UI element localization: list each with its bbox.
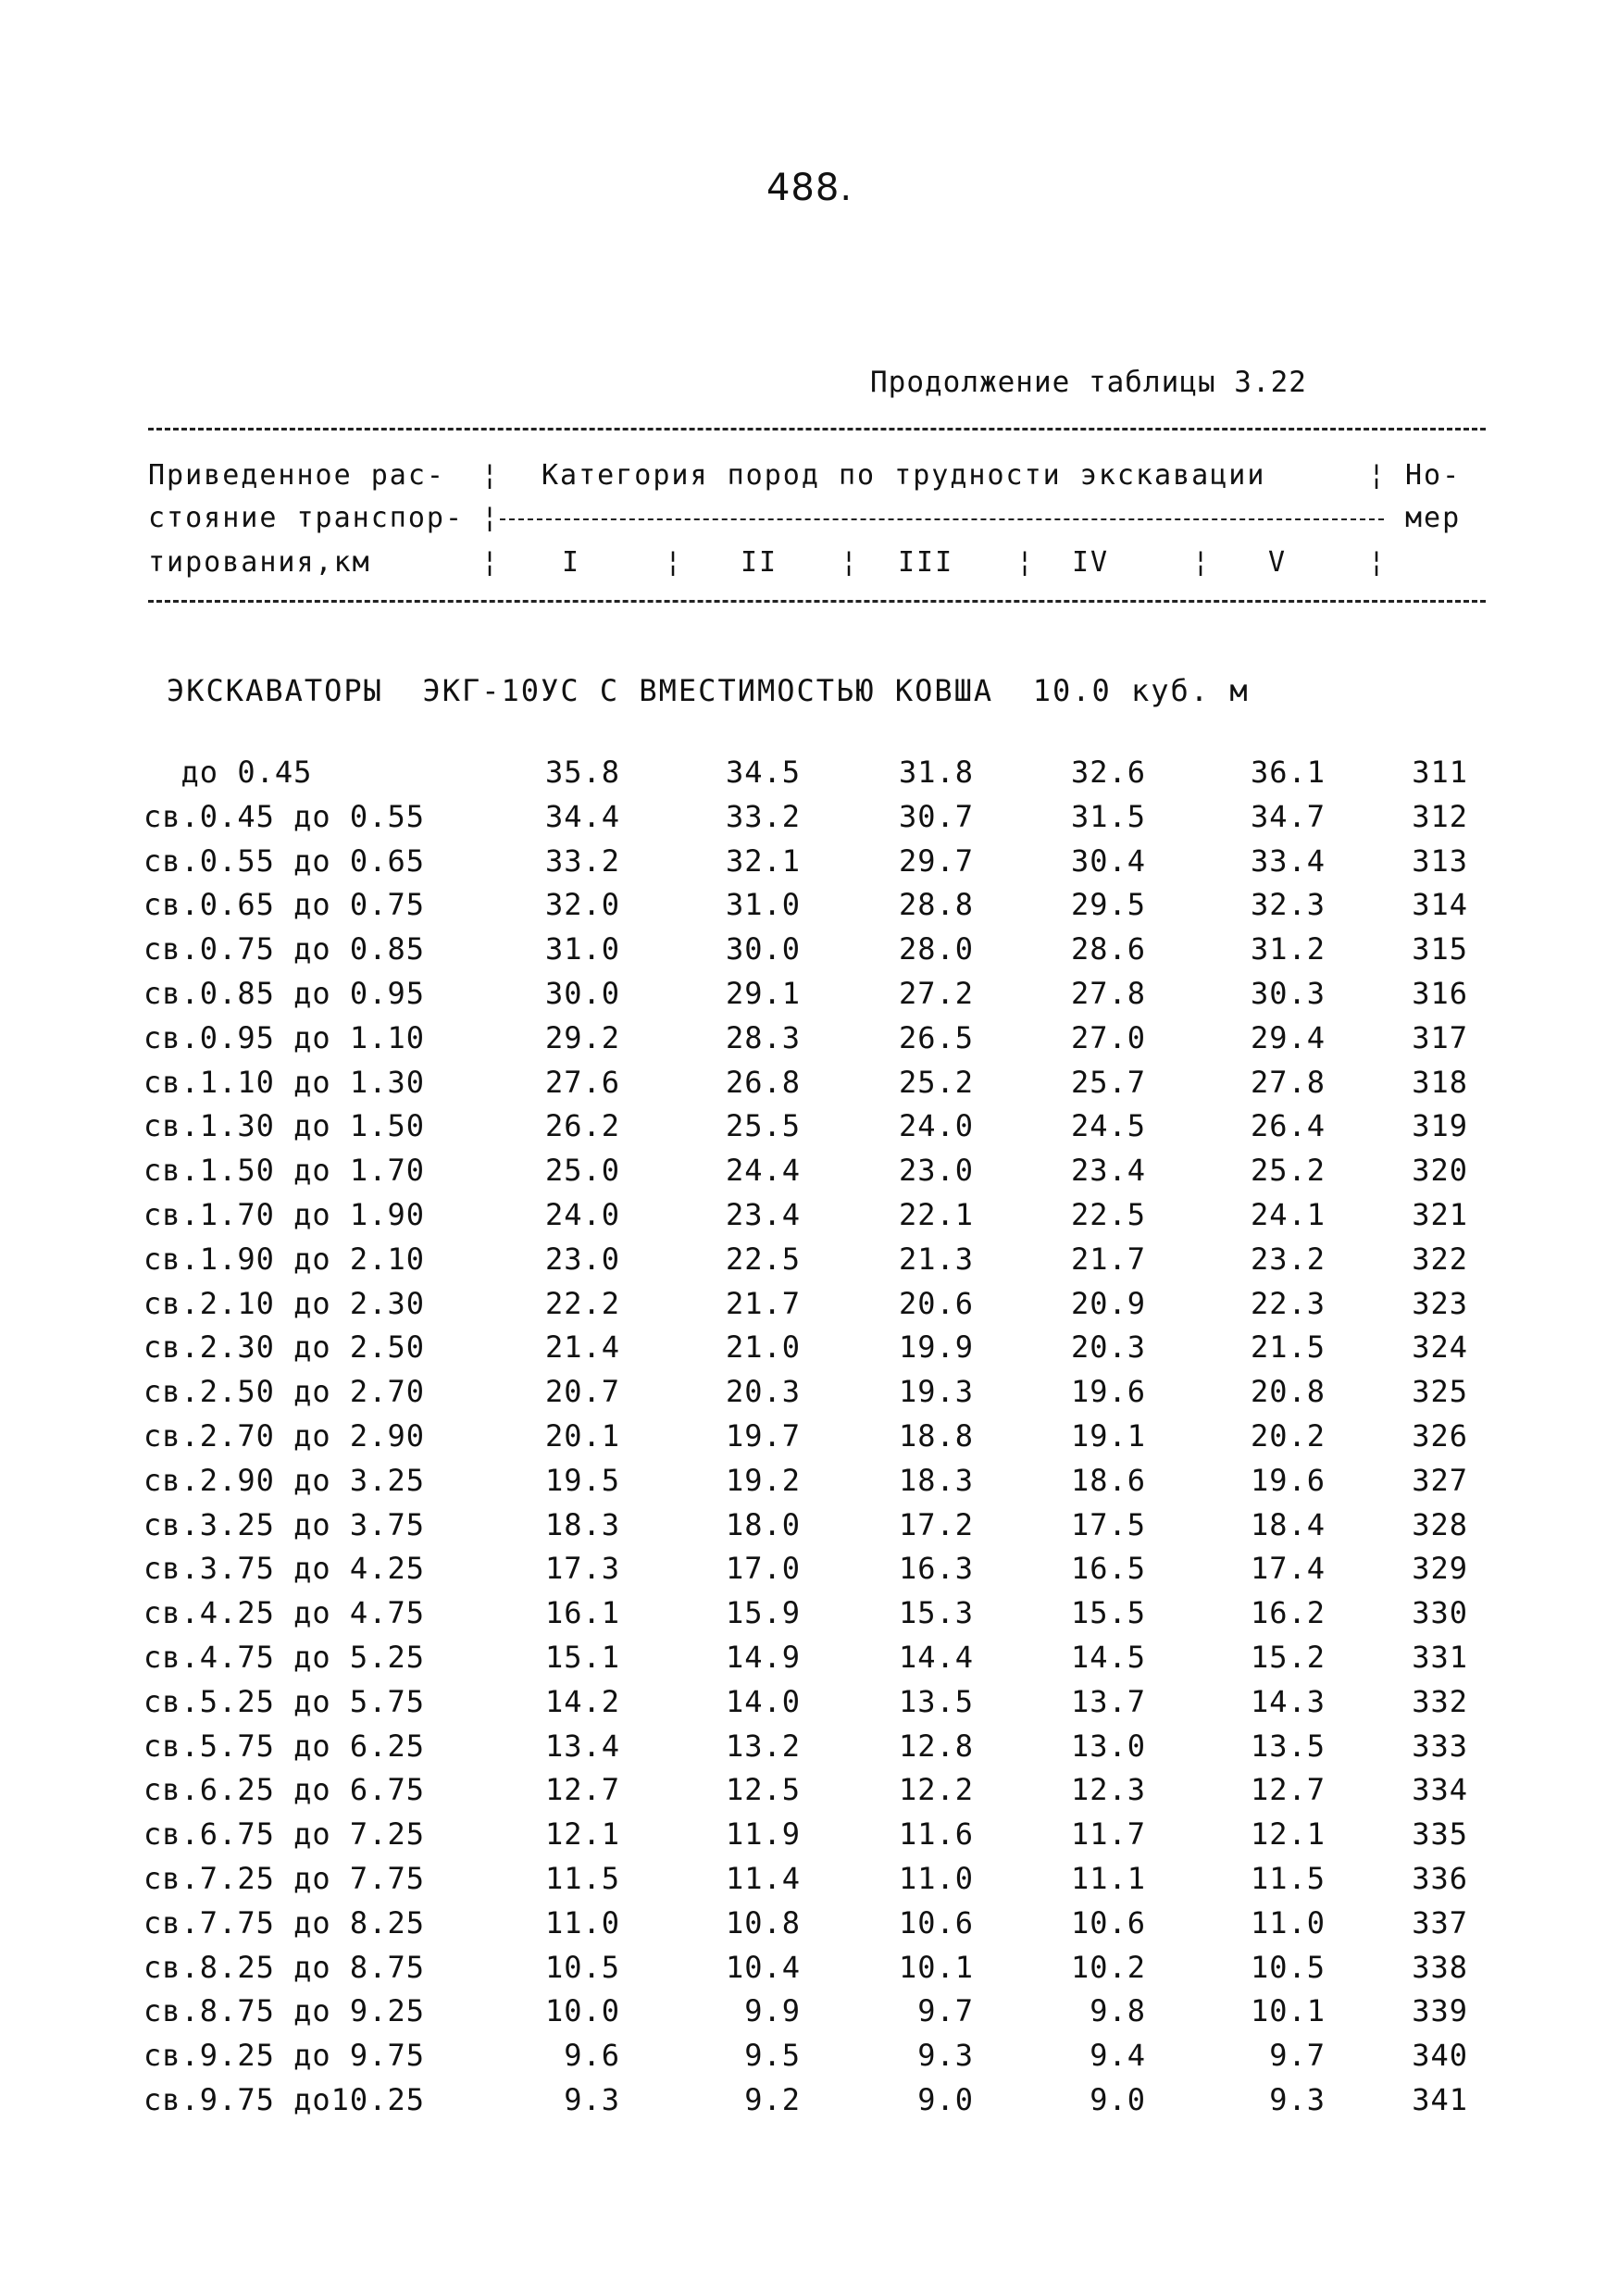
- row-number-cell: 313: [1412, 842, 1468, 879]
- category-2-cell: 31.0: [725, 887, 801, 923]
- row-number-cell: 336: [1412, 1860, 1468, 1896]
- distance-cell: св.0.85 до 0.95: [143, 975, 425, 1011]
- category-5-cell: 18.4: [1250, 1506, 1326, 1542]
- category-3-cell: 18.8: [898, 1417, 974, 1454]
- distance-cell: св.7.25 до 7.75: [143, 1860, 425, 1896]
- row-number-cell: 330: [1412, 1595, 1468, 1631]
- header-number-line-1: Но-: [1405, 459, 1462, 492]
- table-row: [0, 1595, 1619, 1640]
- category-3-cell: 9.0: [917, 2081, 974, 2117]
- distance-cell: св.3.75 до 4.25: [143, 1551, 425, 1587]
- category-5-cell: 33.4: [1250, 842, 1326, 879]
- category-2-cell: 21.0: [725, 1329, 801, 1366]
- category-5-cell: 36.1: [1250, 755, 1326, 790]
- category-4-cell: 11.7: [1070, 1816, 1146, 1853]
- row-number-cell: 321: [1412, 1196, 1468, 1232]
- distance-cell: св.1.70 до 1.90: [143, 1196, 425, 1232]
- table-row: [0, 1728, 1619, 1773]
- category-3-cell: 31.8: [898, 755, 974, 790]
- row-number-cell: 316: [1412, 975, 1468, 1011]
- category-5-cell: 30.3: [1250, 975, 1326, 1011]
- category-4-cell: 20.9: [1070, 1285, 1146, 1321]
- category-5-cell: 11.0: [1250, 1904, 1326, 1940]
- category-1-cell: 23.0: [544, 1241, 620, 1277]
- category-1-cell: 30.0: [544, 975, 620, 1011]
- category-1-cell: 12.1: [544, 1816, 620, 1853]
- table-row: [0, 1816, 1619, 1861]
- row-number-cell: 324: [1412, 1329, 1468, 1366]
- row-number-cell: 341: [1412, 2081, 1468, 2117]
- header-inner-rule: [500, 518, 1384, 520]
- category-1-cell: 10.5: [544, 1949, 620, 1985]
- category-5-cell: 34.7: [1250, 798, 1326, 834]
- section-title: ЭКСКАВАТОРЫ ЭКГ-10УС С ВМЕСТИМОСТЬЮ КОВША 10.0 куб. м: [167, 673, 1250, 708]
- category-4-cell: 27.0: [1070, 1019, 1146, 1055]
- table-row: [0, 1065, 1619, 1109]
- category-2-cell: 14.0: [725, 1683, 801, 1719]
- category-5-cell: 27.8: [1250, 1064, 1326, 1100]
- category-4-cell: 13.7: [1070, 1683, 1146, 1719]
- category-2-cell: 25.5: [725, 1108, 801, 1144]
- row-number-cell: 328: [1412, 1506, 1468, 1542]
- table-top-rule: [148, 428, 1486, 430]
- category-5-cell: 13.5: [1250, 1728, 1326, 1764]
- category-5-cell: 22.3: [1250, 1285, 1326, 1321]
- category-4-cell: 9.8: [1090, 1993, 1146, 2029]
- category-4-cell: 22.5: [1070, 1196, 1146, 1232]
- category-2-cell: 32.1: [725, 842, 801, 879]
- distance-cell: св.4.75 до 5.25: [143, 1639, 425, 1675]
- category-2-cell: 11.4: [725, 1860, 801, 1896]
- table-header-bottom-rule: [148, 600, 1486, 603]
- category-1-cell: 15.1: [544, 1639, 620, 1675]
- category-5-cell: 32.3: [1250, 887, 1326, 923]
- distance-cell: св.9.25 до 9.75: [143, 2038, 425, 2074]
- row-number-cell: 326: [1412, 1417, 1468, 1454]
- category-4-cell: 30.4: [1070, 842, 1146, 879]
- distance-cell: св.2.90 до 3.25: [143, 1462, 425, 1498]
- table-row: [0, 843, 1619, 888]
- category-2-cell: 15.9: [725, 1595, 801, 1631]
- header-category-5: V: [1268, 546, 1288, 579]
- category-1-cell: 20.1: [544, 1417, 620, 1454]
- page-number: 488.: [766, 167, 853, 209]
- category-5-cell: 10.1: [1250, 1993, 1326, 2029]
- category-4-cell: 29.5: [1070, 887, 1146, 923]
- row-number-cell: 338: [1412, 1949, 1468, 1985]
- distance-cell: св.6.25 до 6.75: [143, 1772, 425, 1808]
- table-row: [0, 887, 1619, 931]
- category-5-cell: 29.4: [1250, 1019, 1326, 1055]
- table-row: [0, 2082, 1619, 2127]
- header-category-1: I: [562, 546, 581, 579]
- table-row: [0, 1153, 1619, 1197]
- header-category-3: III: [898, 546, 954, 579]
- table-row: [0, 1684, 1619, 1728]
- category-4-cell: 28.6: [1070, 931, 1146, 967]
- category-5-cell: 20.2: [1250, 1417, 1326, 1454]
- category-4-cell: 14.5: [1070, 1639, 1146, 1675]
- table-row: [0, 1242, 1619, 1286]
- row-number-cell: 331: [1412, 1639, 1468, 1675]
- header-distance-line-1: Приведенное рас-: [148, 459, 445, 492]
- category-3-cell: 23.0: [898, 1153, 974, 1189]
- row-number-cell: 322: [1412, 1241, 1468, 1277]
- category-3-cell: 19.3: [898, 1374, 974, 1410]
- distance-cell: св.9.75 до10.25: [143, 2081, 425, 2117]
- distance-cell: св.5.75 до 6.25: [143, 1728, 425, 1764]
- category-1-cell: 26.2: [544, 1108, 620, 1144]
- distance-cell: св.2.50 до 2.70: [143, 1374, 425, 1410]
- category-2-cell: 9.9: [744, 1993, 801, 2029]
- table-row: [0, 931, 1619, 976]
- distance-cell: св.0.75 до 0.85: [143, 931, 425, 967]
- table-continuation-label: Продолжение таблицы 3.22: [870, 366, 1307, 399]
- table-row: [0, 1551, 1619, 1595]
- distance-cell: св.7.75 до 8.25: [143, 1904, 425, 1940]
- category-5-cell: 12.1: [1250, 1816, 1326, 1853]
- category-2-cell: 29.1: [725, 975, 801, 1011]
- table-row: [0, 1905, 1619, 1950]
- category-4-cell: 11.1: [1070, 1860, 1146, 1896]
- category-2-cell: 10.4: [725, 1949, 801, 1985]
- category-2-cell: 18.0: [725, 1506, 801, 1542]
- category-1-cell: 21.4: [544, 1329, 620, 1366]
- category-2-cell: 28.3: [725, 1019, 801, 1055]
- category-5-cell: 12.7: [1250, 1772, 1326, 1808]
- distance-cell: св.5.25 до 5.75: [143, 1683, 425, 1719]
- category-4-cell: 32.6: [1070, 755, 1146, 790]
- category-1-cell: 25.0: [544, 1153, 620, 1189]
- table-row: [0, 1463, 1619, 1507]
- category-1-cell: 9.6: [564, 2038, 620, 2074]
- category-2-cell: 22.5: [725, 1241, 801, 1277]
- category-5-cell: 14.3: [1250, 1683, 1326, 1719]
- category-5-cell: 31.2: [1250, 931, 1326, 967]
- distance-cell: св.8.75 до 9.25: [143, 1993, 425, 2029]
- category-3-cell: 9.7: [917, 1993, 974, 2029]
- category-2-cell: 26.8: [725, 1064, 801, 1100]
- category-1-cell: 10.0: [544, 1993, 620, 2029]
- row-number-cell: 332: [1412, 1683, 1468, 1719]
- category-5-cell: 23.2: [1250, 1241, 1326, 1277]
- category-4-cell: 31.5: [1070, 798, 1146, 834]
- category-1-cell: 34.4: [544, 798, 620, 834]
- category-1-cell: 27.6: [544, 1064, 620, 1100]
- category-2-cell: 24.4: [725, 1153, 801, 1189]
- category-4-cell: 10.6: [1070, 1904, 1146, 1940]
- category-4-cell: 17.5: [1070, 1506, 1146, 1542]
- category-4-cell: 18.6: [1070, 1462, 1146, 1498]
- header-category-group: Категория пород по трудности экскавации: [542, 459, 1266, 492]
- category-4-cell: 16.5: [1070, 1551, 1146, 1587]
- distance-cell: св.6.75 до 7.25: [143, 1816, 425, 1853]
- category-4-cell: 13.0: [1070, 1728, 1146, 1764]
- category-4-cell: 19.6: [1070, 1374, 1146, 1410]
- category-5-cell: 21.5: [1250, 1329, 1326, 1366]
- row-number-cell: 329: [1412, 1551, 1468, 1587]
- category-3-cell: 24.0: [898, 1108, 974, 1144]
- row-number-cell: 320: [1412, 1153, 1468, 1189]
- category-2-cell: 30.0: [725, 931, 801, 967]
- category-1-cell: 11.0: [544, 1904, 620, 1940]
- table-row: [0, 799, 1619, 843]
- category-5-cell: 17.4: [1250, 1551, 1326, 1587]
- category-3-cell: 11.0: [898, 1860, 974, 1896]
- category-1-cell: 22.2: [544, 1285, 620, 1321]
- table-row: [0, 1640, 1619, 1684]
- category-4-cell: 9.0: [1090, 2081, 1146, 2117]
- category-3-cell: 14.4: [898, 1639, 974, 1675]
- row-number-cell: 340: [1412, 2038, 1468, 2074]
- category-4-cell: 15.5: [1070, 1595, 1146, 1631]
- table-row: [0, 1861, 1619, 1905]
- category-4-cell: 23.4: [1070, 1153, 1146, 1189]
- category-2-cell: 19.7: [725, 1417, 801, 1454]
- category-1-cell: 18.3: [544, 1506, 620, 1542]
- table-row: [0, 1020, 1619, 1065]
- category-1-cell: 11.5: [544, 1860, 620, 1896]
- category-5-cell: 9.3: [1269, 2081, 1326, 2117]
- category-3-cell: 28.8: [898, 887, 974, 923]
- category-2-cell: 13.2: [725, 1728, 801, 1764]
- category-2-cell: 19.2: [725, 1462, 801, 1498]
- table-row: [0, 755, 1619, 799]
- category-3-cell: 18.3: [898, 1462, 974, 1498]
- table-row: [0, 1286, 1619, 1330]
- distance-cell: св.1.50 до 1.70: [143, 1153, 425, 1189]
- category-3-cell: 10.1: [898, 1949, 974, 1985]
- category-3-cell: 20.6: [898, 1285, 974, 1321]
- header-number-line-2: мер: [1405, 502, 1462, 534]
- row-number-cell: 314: [1412, 887, 1468, 923]
- category-1-cell: 33.2: [544, 842, 620, 879]
- distance-cell: св.1.90 до 2.10: [143, 1241, 425, 1277]
- category-3-cell: 12.8: [898, 1728, 974, 1764]
- category-3-cell: 25.2: [898, 1064, 974, 1100]
- category-4-cell: 25.7: [1070, 1064, 1146, 1100]
- distance-cell: св.0.95 до 1.10: [143, 1019, 425, 1055]
- table-row: [0, 1950, 1619, 1994]
- category-3-cell: 12.2: [898, 1772, 974, 1808]
- category-1-cell: 9.3: [564, 2081, 620, 2117]
- table-row: [0, 976, 1619, 1020]
- row-number-cell: 335: [1412, 1816, 1468, 1853]
- category-5-cell: 11.5: [1250, 1860, 1326, 1896]
- row-number-cell: 323: [1412, 1285, 1468, 1321]
- category-1-cell: 24.0: [544, 1196, 620, 1232]
- table-row: [0, 1993, 1619, 2038]
- category-1-cell: 31.0: [544, 931, 620, 967]
- category-4-cell: 20.3: [1070, 1329, 1146, 1366]
- category-3-cell: 13.5: [898, 1683, 974, 1719]
- category-5-cell: 9.7: [1269, 2038, 1326, 2074]
- table-body: [0, 755, 1619, 2127]
- row-number-cell: 319: [1412, 1108, 1468, 1144]
- row-number-cell: 337: [1412, 1904, 1468, 1940]
- category-5-cell: 24.1: [1250, 1196, 1326, 1232]
- category-3-cell: 17.2: [898, 1506, 974, 1542]
- distance-cell: св.2.70 до 2.90: [143, 1417, 425, 1454]
- category-2-cell: 9.2: [744, 2081, 801, 2117]
- category-4-cell: 21.7: [1070, 1241, 1146, 1277]
- category-2-cell: 12.5: [725, 1772, 801, 1808]
- row-number-cell: 312: [1412, 798, 1468, 834]
- table-row: [0, 1418, 1619, 1463]
- category-5-cell: 20.8: [1250, 1374, 1326, 1410]
- table-row: [0, 1329, 1619, 1374]
- row-number-cell: 339: [1412, 1993, 1468, 2029]
- category-5-cell: 16.2: [1250, 1595, 1326, 1631]
- category-4-cell: 10.2: [1070, 1949, 1146, 1985]
- category-4-cell: 12.3: [1070, 1772, 1146, 1808]
- category-4-cell: 27.8: [1070, 975, 1146, 1011]
- category-1-cell: 12.7: [544, 1772, 620, 1808]
- category-3-cell: 30.7: [898, 798, 974, 834]
- category-4-cell: 19.1: [1070, 1417, 1146, 1454]
- distance-cell: св.0.55 до 0.65: [143, 842, 425, 879]
- category-3-cell: 11.6: [898, 1816, 974, 1853]
- row-number-cell: 334: [1412, 1772, 1468, 1808]
- distance-cell: до 0.45: [143, 755, 313, 790]
- row-number-cell: 325: [1412, 1374, 1468, 1410]
- category-2-cell: 17.0: [725, 1551, 801, 1587]
- category-5-cell: 25.2: [1250, 1153, 1326, 1189]
- distance-cell: св.2.30 до 2.50: [143, 1329, 425, 1366]
- category-3-cell: 28.0: [898, 931, 974, 967]
- category-1-cell: 17.3: [544, 1551, 620, 1587]
- row-number-cell: 311: [1412, 755, 1468, 790]
- table-row: [0, 1374, 1619, 1418]
- distance-cell: св.8.25 до 8.75: [143, 1949, 425, 1985]
- category-2-cell: 33.2: [725, 798, 801, 834]
- table-row: [0, 1197, 1619, 1242]
- category-5-cell: 26.4: [1250, 1108, 1326, 1144]
- category-4-cell: 24.5: [1070, 1108, 1146, 1144]
- category-1-cell: 32.0: [544, 887, 620, 923]
- category-3-cell: 19.9: [898, 1329, 974, 1366]
- category-2-cell: 21.7: [725, 1285, 801, 1321]
- category-2-cell: 11.9: [725, 1816, 801, 1853]
- category-3-cell: 10.6: [898, 1904, 974, 1940]
- row-number-cell: 317: [1412, 1019, 1468, 1055]
- category-2-cell: 14.9: [725, 1639, 801, 1675]
- header-category-4: IV: [1072, 546, 1110, 579]
- category-5-cell: 10.5: [1250, 1949, 1326, 1985]
- category-1-cell: 20.7: [544, 1374, 620, 1410]
- category-3-cell: 27.2: [898, 975, 974, 1011]
- distance-cell: св.0.65 до 0.75: [143, 887, 425, 923]
- category-2-cell: 23.4: [725, 1196, 801, 1232]
- distance-cell: св.3.25 до 3.75: [143, 1506, 425, 1542]
- table-row: [0, 1108, 1619, 1153]
- category-3-cell: 22.1: [898, 1196, 974, 1232]
- distance-cell: св.4.25 до 4.75: [143, 1595, 425, 1631]
- table-row: [0, 1507, 1619, 1552]
- category-1-cell: 16.1: [544, 1595, 620, 1631]
- category-2-cell: 9.5: [744, 2038, 801, 2074]
- category-2-cell: 34.5: [725, 755, 801, 790]
- row-number-cell: 333: [1412, 1728, 1468, 1764]
- category-4-cell: 9.4: [1090, 2038, 1146, 2074]
- category-3-cell: 21.3: [898, 1241, 974, 1277]
- header-distance-line-2: стояние транспор-: [148, 502, 465, 534]
- row-number-cell: 315: [1412, 931, 1468, 967]
- header-category-2: II: [741, 546, 778, 579]
- distance-cell: св.0.45 до 0.55: [143, 798, 425, 834]
- category-3-cell: 29.7: [898, 842, 974, 879]
- category-5-cell: 15.2: [1250, 1639, 1326, 1675]
- category-5-cell: 19.6: [1250, 1462, 1326, 1498]
- distance-cell: св.2.10 до 2.30: [143, 1285, 425, 1321]
- category-1-cell: 29.2: [544, 1019, 620, 1055]
- category-3-cell: 26.5: [898, 1019, 974, 1055]
- distance-cell: св.1.10 до 1.30: [143, 1064, 425, 1100]
- category-3-cell: 15.3: [898, 1595, 974, 1631]
- row-number-cell: 327: [1412, 1462, 1468, 1498]
- category-1-cell: 35.8: [544, 755, 620, 790]
- category-1-cell: 14.2: [544, 1683, 620, 1719]
- category-1-cell: 19.5: [544, 1462, 620, 1498]
- category-3-cell: 16.3: [898, 1551, 974, 1587]
- category-1-cell: 13.4: [544, 1728, 620, 1764]
- row-number-cell: 318: [1412, 1064, 1468, 1100]
- category-2-cell: 20.3: [725, 1374, 801, 1410]
- table-row: [0, 1772, 1619, 1816]
- category-2-cell: 10.8: [725, 1904, 801, 1940]
- table-row: [0, 2038, 1619, 2082]
- header-distance-line-3: тирования,км: [148, 546, 371, 579]
- distance-cell: св.1.30 до 1.50: [143, 1108, 425, 1144]
- category-3-cell: 9.3: [917, 2038, 974, 2074]
